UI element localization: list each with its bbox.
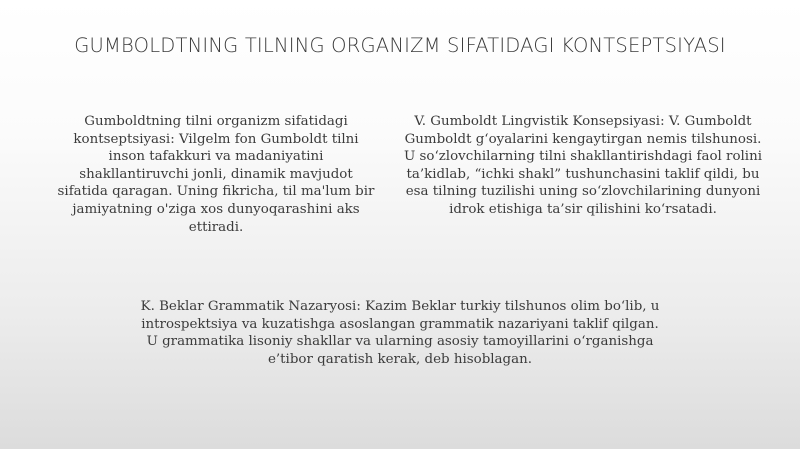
gumboldt-linguistic-concept-text: V. Gumboldt Lingvistik Konsepsiyasi: V. Gumboldt Gumboldt g‘oyalarini kengaytirgan nemis tilshunosi. U so‘zlovchilarning tilni shakllantirishdagi faol rolini ta’kidlab, “ichki shakl” tushunchasini taklif qildi, bu esa tilning tuzilishi uning so‘zlovchilarining dunyoni idrok etishiga ta’sir qilishini ko‘rsatadi. — [404, 114, 762, 217]
gumboldt-concept-text: Gumboldtning tilni organizm sifatidagi kontseptsiyasi: Vilgelm fon Gumboldt tilni inson tafakkuri va madaniyatini shakllantiruvchi jonli, dinamik mavjudot sifatida qaragan. Uning fikricha, til ma'lum bir jamiyatning o'ziga xos dunyoqarashini aks ettiradi. — [57, 114, 375, 235]
beklar-grammar-theory-text: K. Beklar Grammatik Nazaryosi: Kazim Beklar turkiy tilshunos olim bo‘lib, u introspektsiya va kuzatishga asoslangan grammatik nazariyani taklif qilgan. U grammatika lisoniy shakllar va ularning asosiy tamoyillarini o‘rganishga e’tibor qaratish kerak, deb hisoblagan. — [140, 299, 660, 367]
slide-title: GUMBOLDTNING TILNING ORGANIZM SIFATIDAGI KONTSEPTSIYASI — [74, 34, 726, 57]
